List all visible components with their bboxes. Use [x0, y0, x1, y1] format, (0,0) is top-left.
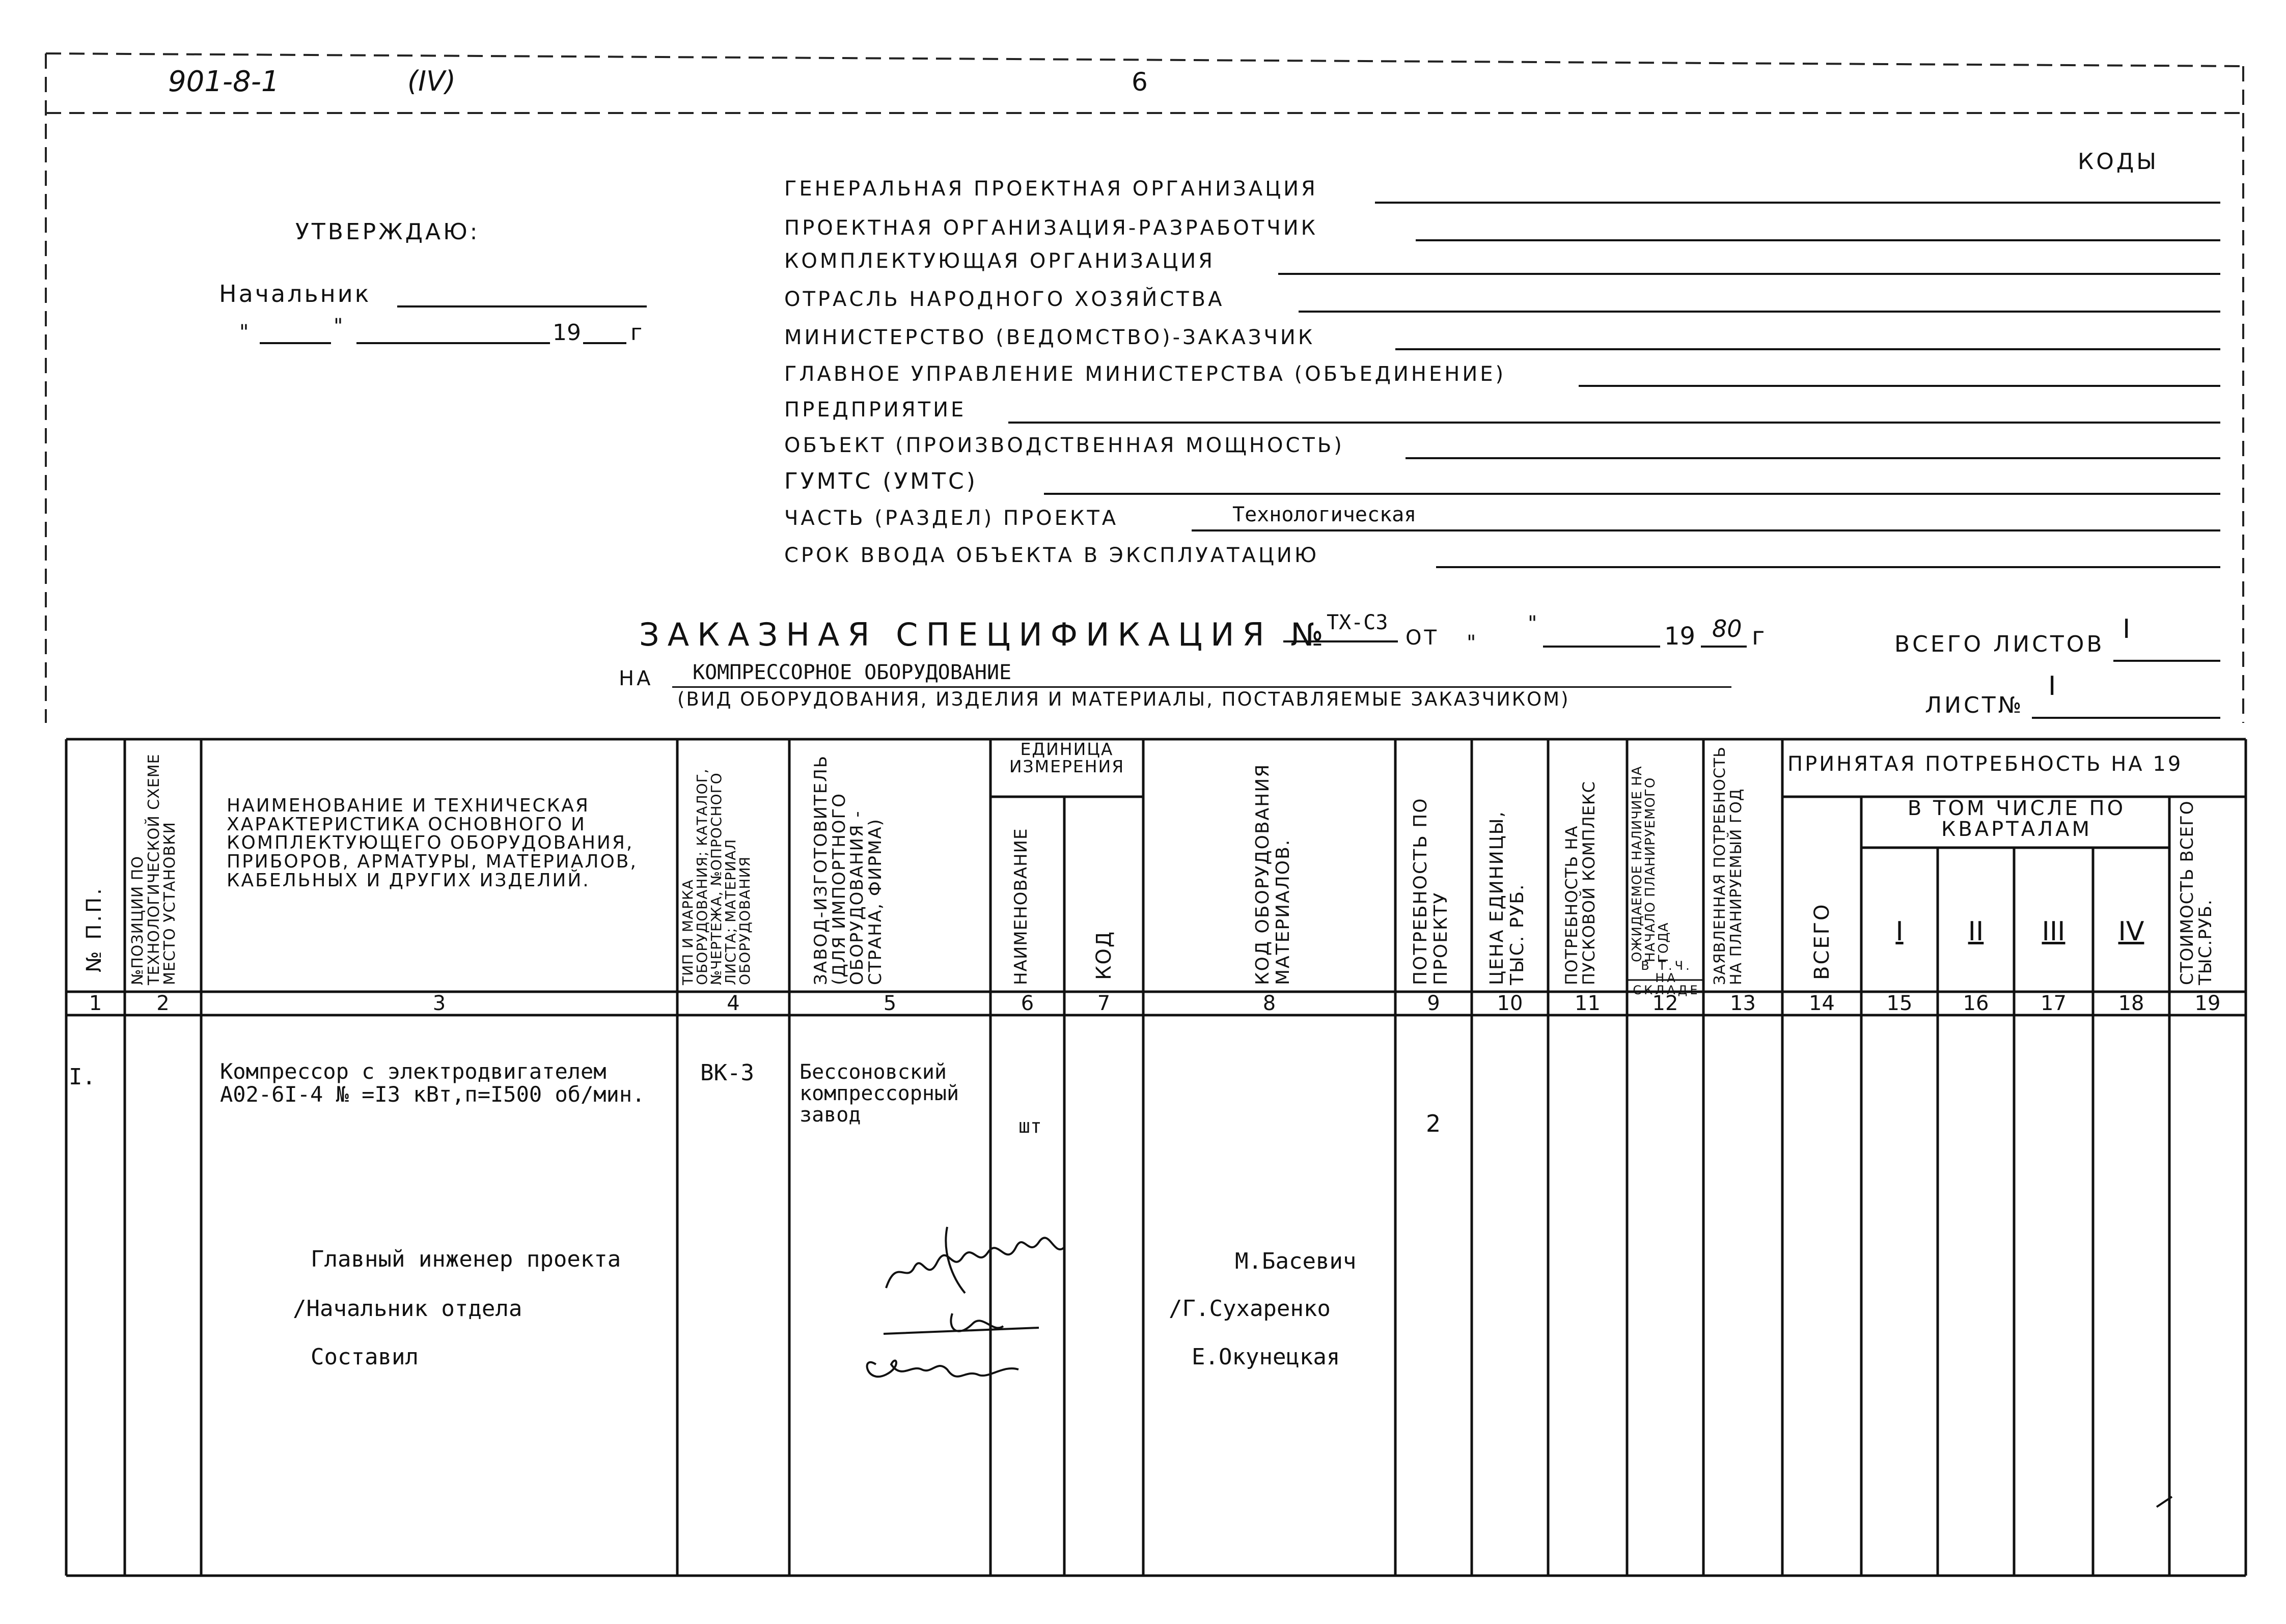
org-field-label-supplier: КОМПЛЕКТУЮЩАЯ ОРГАНИЗАЦИЯ	[784, 249, 1215, 273]
signature-role-compiler: Составил	[311, 1344, 419, 1370]
col-number-3: 3	[432, 992, 446, 1015]
spec-quote-open: "	[1467, 631, 1476, 655]
spec-from: ОТ	[1406, 626, 1439, 650]
page-number: 6	[1132, 67, 1148, 97]
header-q1: I	[1895, 916, 1904, 947]
handwritten-signature-1	[876, 1212, 1075, 1308]
approval-date-quote-open: "	[239, 321, 249, 344]
header-cost-total: СТОИМОСТЬ ВСЕГО ТЫС.РУБ.	[2177, 800, 2216, 985]
header-num: № П.П.	[82, 886, 106, 972]
tick-mark	[2154, 1487, 2174, 1517]
col-number-16: 16	[1963, 992, 1989, 1015]
spec-g: г	[1752, 622, 1765, 651]
header-material-code: КОД ОБОРУДОВАНИЯ МАТЕРИАЛОВ.	[1252, 763, 1293, 985]
header-name-characteristics: НАИМЕНОВАНИЕ И ТЕХНИЧЕСКАЯ ХАРАКТЕРИСТИКА ОСНОВНОГО И КОМПЛЕКТУЮЩЕГО ОБОРУДОВАНИЯ, ПРИБОРОВ, АРМАТУРЫ, МАТЕРИАЛОВ, КАБЕЛЬНЫХ И ДРУГИХ ИЗДЕЛИЙ.	[227, 795, 638, 891]
col-number-5: 5	[883, 992, 897, 1015]
col-number-18: 18	[2118, 992, 2144, 1015]
row-qty: 2	[1426, 1110, 1441, 1137]
signature-name-chief-engineer: М.Басевич	[1235, 1248, 1357, 1274]
col-number-11: 11	[1575, 992, 1601, 1015]
header-stock-sub-2: НА СКЛАДЕ	[1633, 971, 1700, 997]
signature-role-dept-head: /Начальник отдела	[293, 1296, 522, 1322]
org-field-label-ministry: МИНИСТЕРСТВО (ВЕДОМСТВО)-ЗАКАЗЧИК	[784, 326, 1315, 349]
header-quarters-group: В ТОМ ЧИСЛЕ ПО КВАРТАЛАМ	[1907, 797, 2126, 841]
org-field-label-object: ОБЪЕКТ (ПРОИЗВОДСТВЕННАЯ МОЩНОСТЬ)	[784, 434, 1344, 457]
col-number-19: 19	[2194, 992, 2221, 1015]
header-unit-name: НАИМЕНОВАНИЕ	[1011, 828, 1031, 985]
codes-label: КОДЫ	[2078, 149, 2159, 175]
row-type: ВК-3	[700, 1060, 754, 1086]
org-field-label-part: ЧАСТЬ (РАЗДЕЛ) ПРОЕКТА	[784, 507, 1119, 530]
org-field-label-general: ГЕНЕРАЛЬНАЯ ПРОЕКТНАЯ ОРГАНИЗАЦИЯ	[784, 177, 1318, 201]
header-total: ВСЕГО	[1810, 903, 1834, 980]
header-stock-sub-1: В Т.Ч.	[1641, 959, 1692, 973]
col-number-12: 12	[1652, 992, 1678, 1015]
col-number-10: 10	[1497, 992, 1523, 1015]
sheet-no-label: ЛИСТ№	[1925, 692, 2024, 718]
col-number-7: 7	[1097, 992, 1111, 1015]
header-position: №ПОЗИЦИИ ПО ТЕХНОЛОГИЧЕСКОЙ СХЕМЕ МЕСТО УСТАНОВКИ	[129, 753, 179, 985]
approval-date-g: г	[630, 320, 643, 346]
header-type: ТИП И МАРКА ОБОРУДОВАНИЯ; КАТАЛОГ, №ЧЕРТЕЖА, №ОПРОСНОГО ЛИСТА; МАТЕРИАЛ ОБОРУДОВАНИЯ	[679, 768, 753, 985]
org-field-label-developer: ПРОЕКТНАЯ ОРГАНИЗАЦИЯ-РАЗРАБОТЧИК	[784, 216, 1318, 240]
spec-title: ЗАКАЗНАЯ СПЕЦИФИКАЦИЯ №	[639, 616, 1332, 653]
approval-title: УТВЕРЖДАЮ:	[295, 219, 480, 245]
spec-quote: "	[1528, 612, 1537, 635]
spec-subject-caption: (ВИД ОБОРУДОВАНИЯ, ИЗДЕЛИЯ И МАТЕРИАЛЫ, ПОСТАВЛЯЕМЫЕ ЗАКАЗЧИКОМ)	[677, 688, 1570, 710]
row-name: Компрессор с электродвигателем А02-6I-4 № =I3 кВт,п=I500 об/мин.	[220, 1059, 645, 1107]
spec-subject: КОМПРЕССОРНОЕ ОБОРУДОВАНИЕ	[693, 661, 1012, 684]
signature-role-chief-engineer: Главный инженер проекта	[311, 1246, 621, 1272]
row-num: I.	[69, 1064, 96, 1090]
volume-label: (IV)	[407, 65, 456, 97]
signature-name-dept-head: /Г.Сухаренко	[1169, 1296, 1331, 1322]
col-number-6: 6	[1021, 992, 1034, 1015]
col-number-2: 2	[156, 992, 170, 1015]
handwritten-signature-3	[856, 1334, 1029, 1400]
row-unit: шт	[1018, 1115, 1042, 1137]
col-number-17: 17	[2041, 992, 2067, 1015]
sheet-no: I	[2048, 671, 2056, 702]
row-maker: Бессоновский компрессорный завод	[800, 1060, 959, 1127]
col-number-4: 4	[727, 992, 740, 1015]
col-number-1: 1	[89, 992, 102, 1015]
spec-na: НА	[619, 667, 653, 690]
org-field-label-branch: ОТРАСЛЬ НАРОДНОГО ХОЗЯЙСТВА	[784, 288, 1225, 311]
header-stock-sub	[1630, 960, 1703, 996]
org-field-label-gumts: ГУМТС (УМТС)	[784, 468, 978, 494]
header-expected-stock: ОЖИДАЕМОЕ НАЛИЧИЕ НА НАЧАЛО ПЛАНИРУЕМОГО ГОДА	[1630, 766, 1671, 962]
org-field-label-enterprise: ПРЕДПРИЯТИЕ	[784, 398, 967, 422]
header-q2: II	[1968, 916, 1984, 947]
spec-year: 80	[1712, 615, 1742, 642]
header-declared-need: ЗАЯВЛЕННАЯ ПОТРЕБНОСТЬ НА ПЛАНИРУЕМЫЙ ГОД	[1711, 746, 1745, 985]
header-unit-group: ЕДИНИЦА ИЗМЕРЕНИЯ	[1009, 739, 1125, 776]
header-q4: IV	[2118, 916, 2144, 947]
org-field-label-deadline: СРОК ВВОДА ОБЪЕКТА В ЭКСПЛУАТАЦИЮ	[784, 544, 1319, 567]
header-need-launch: ПОТРЕБНОСТЬ НА ПУСКОВОЙ КОМПЛЕКС	[1562, 781, 1599, 985]
col-number-13: 13	[1730, 992, 1756, 1015]
header-unit-price: ЦЕНА ЕДИНИЦЫ, ТЫС. РУБ.	[1486, 810, 1528, 985]
header-need-project: ПОТРЕБНОСТЬ ПО ПРОЕКТУ	[1410, 797, 1451, 985]
col-number-15: 15	[1886, 992, 1913, 1015]
spec-year-prefix: 19	[1664, 622, 1696, 651]
spec-number: ТХ-СЗ	[1327, 611, 1388, 634]
signature-name-compiler: Е.Окунецкая	[1192, 1344, 1340, 1370]
approval-chief: Начальник	[219, 280, 371, 307]
org-field-value-part: Технологическая	[1232, 503, 1417, 526]
header-accepted-group: ПРИНЯТАЯ ПОТРЕБНОСТЬ НА 19	[1787, 752, 2183, 776]
org-field-label-main-dept: ГЛАВНОЕ УПРАВЛЕНИЕ МИНИСТЕРСТВА (ОБЪЕДИНЕНИЕ)	[784, 362, 1506, 386]
col-number-9: 9	[1427, 992, 1440, 1015]
approval-date-quote: "	[334, 315, 343, 338]
header-unit-code: КОД	[1092, 930, 1116, 980]
col-number-8: 8	[1262, 992, 1276, 1015]
header-q3: III	[2042, 916, 2065, 947]
sheets-total-label: ВСЕГО ЛИСТОВ	[1894, 631, 2105, 657]
col-number-14: 14	[1809, 992, 1835, 1015]
header-maker: ЗАВОД-ИЗГОТОВИТЕЛЬ (ДЛЯ ИМПОРТНОГО ОБОРУДОВАНИЯ - СТРАНА, ФИРМА)	[811, 754, 886, 985]
approval-date-year: 19	[553, 320, 581, 346]
sheets-total: I	[2123, 614, 2131, 645]
doc-code: 901-8-1	[168, 65, 280, 98]
